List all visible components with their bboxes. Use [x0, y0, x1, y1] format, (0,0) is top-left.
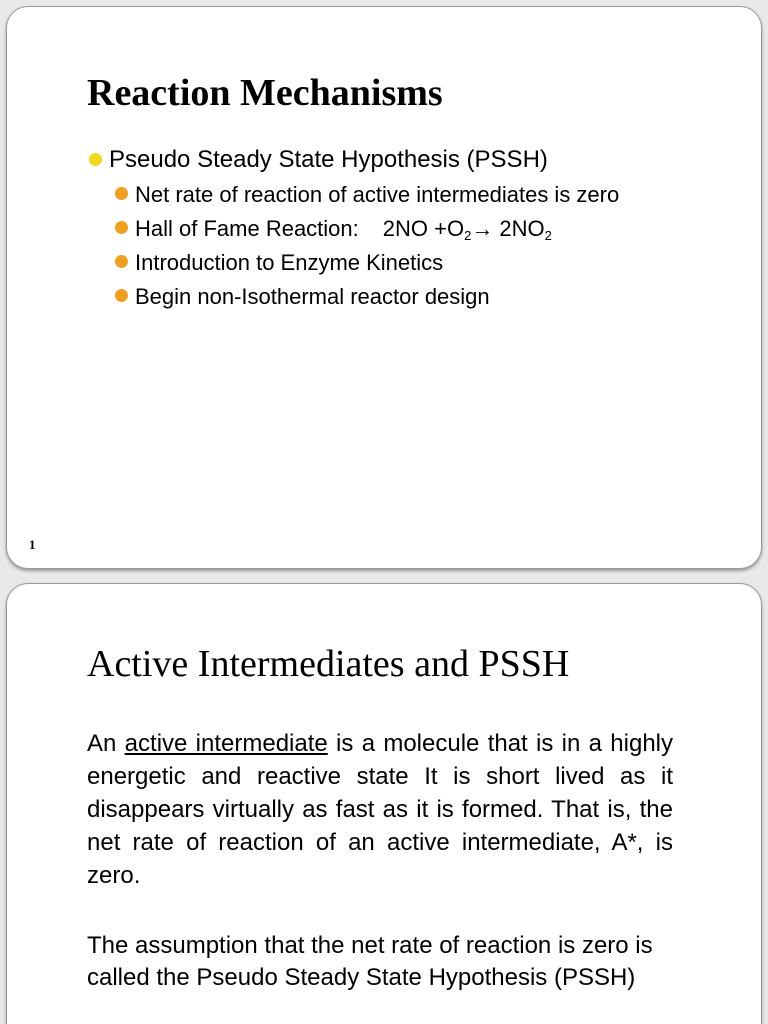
sub-bullet-text: Begin non-Isothermal reactor design: [135, 284, 490, 309]
sub-bullet-text: Introduction to Enzyme Kinetics: [135, 250, 444, 275]
sub-bullet-dot-icon: [115, 187, 128, 200]
paragraph-rest: is a molecule that is in a highly energetic and reactive state It is short lived as it disappears virtually as fast as it is formed. That is, the net rate of reaction of an active intermediate, A*, is zero.: [87, 730, 674, 889]
sub-bullet-item: [87, 249, 619, 277]
underlined-term: active intermediate: [124, 730, 328, 757]
slide-title: Reaction Mechanisms: [87, 72, 443, 114]
product: 2NO: [493, 216, 545, 241]
paragraph-definition: [87, 727, 673, 892]
slide-1: [6, 6, 762, 569]
bullet-dot-icon: [89, 153, 102, 166]
slide-number: 1: [29, 537, 36, 552]
paragraph-lead: An: [87, 730, 125, 757]
sub-bullet-dot-icon: [115, 221, 128, 234]
sub-bullet-item: [87, 181, 619, 209]
sub-bullet-item: [87, 283, 619, 311]
sub-bullet-text: Net rate of reaction of active intermediates is zero: [135, 182, 620, 207]
sub-bullet-dot-icon: [115, 255, 128, 268]
reaction-arrow-icon: →: [471, 216, 494, 241]
bullet-text: Pseudo Steady State Hypothesis (PSSH): [109, 146, 548, 173]
bullet-list: [87, 145, 619, 317]
reactants: 2NO +O: [382, 216, 465, 241]
product-subscript: 2: [544, 228, 552, 243]
bullet-item: [87, 145, 619, 175]
sub-bullet-dot-icon: [115, 289, 128, 302]
sub-bullet-item: [87, 215, 619, 243]
reactant-subscript: 2: [464, 228, 472, 243]
reaction-equation: [383, 216, 552, 241]
slide-title: Active Intermediates and PSSH: [87, 643, 570, 685]
reaction-label: Hall of Fame Reaction:: [135, 216, 359, 241]
paragraph-assumption: The assumption that the net rate of reaction is zero is called the Pseudo Steady State Hypothesis (PSSH): [87, 932, 653, 991]
slide-2: [6, 583, 762, 1024]
